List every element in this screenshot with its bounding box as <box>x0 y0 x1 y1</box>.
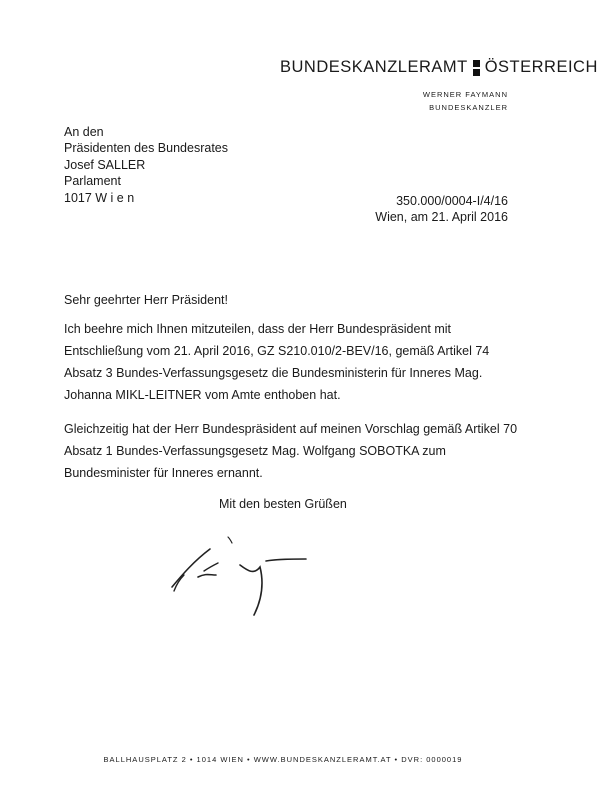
handwritten-signature <box>168 535 318 620</box>
letterhead-role: BUNDESKANZLER <box>429 103 508 112</box>
reference-block <box>375 193 508 225</box>
address-line-2: Präsidenten des Bundesrates <box>64 141 228 156</box>
address-line-5: 1017 W i e n <box>64 190 135 205</box>
logo-left-text: BUNDESKANZLERAMT <box>280 58 468 76</box>
salutation: Sehr geehrter Herr Präsident! <box>64 293 228 307</box>
address-line-1: An den <box>64 125 104 139</box>
letterhead-logo <box>280 58 598 77</box>
letterhead-name: WERNER FAYMANN <box>422 90 508 99</box>
logo-right-text: ÖSTERREICH <box>484 58 598 76</box>
paragraph-2: Gleichzeitig hat der Herr Bundespräsident auf meinen Vorschlag gemäß Artikel 70 Absatz 1 Bundes-Verfassungsgesetz Mag. Wolfgang SOBOTKA zum Bundesminister für Inneres ernannt. <box>64 422 518 480</box>
logo-square-mark <box>473 59 480 77</box>
recipient-address <box>64 124 228 206</box>
reference-number: 350.000/0004-I/4/16 <box>396 194 508 208</box>
paragraph-1: Ich beehre mich Ihnen mitzuteilen, dass der Herr Bundespräsident mit Entschließung vom 21. April 2016, GZ S210.010/2-BEV/16, gemäß Artikel 74 Absatz 3 Bundes-Verfassungsgesetz die Bundesministerin für Inneres Mag. Johanna MIKL-LEITNER vom Amte enthoben hat. <box>64 322 490 402</box>
footer-address: BALLHAUSPLATZ 2 • 1014 WIEN • WWW.BUNDESKANZLERAMT.AT • DVR: 0000019 <box>103 755 463 764</box>
address-line-3: Josef SALLER <box>64 157 146 172</box>
letter-date: Wien, am 21. April 2016 <box>375 210 508 224</box>
address-line-4: Parlament <box>64 174 121 189</box>
closing-greeting: Mit den besten Grüßen <box>219 497 347 511</box>
